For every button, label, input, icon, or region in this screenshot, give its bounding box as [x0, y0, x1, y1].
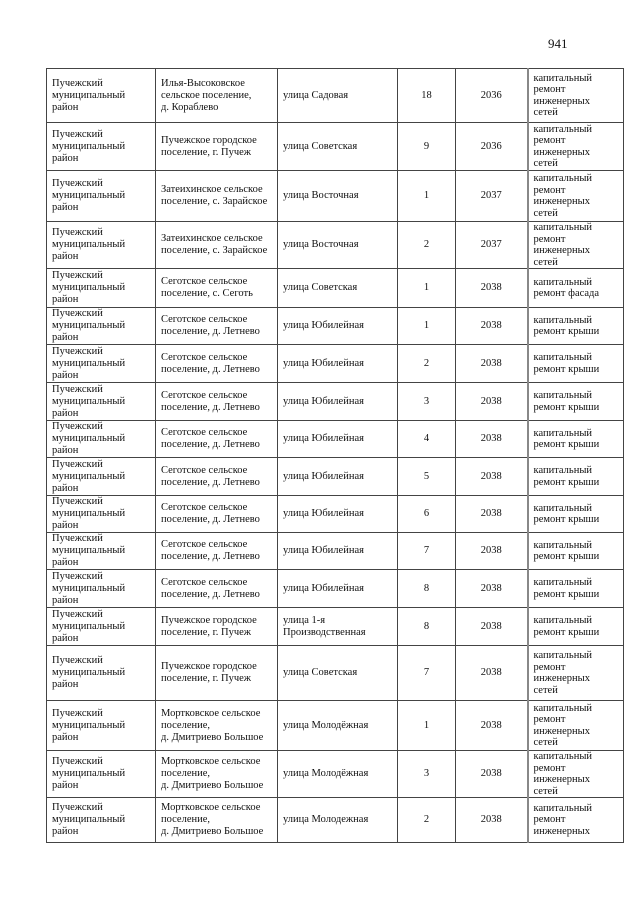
district-cell: Пучежский муниципальный район	[47, 608, 156, 646]
year-cell: 2038	[456, 269, 528, 308]
settlement-cell: Затеихинское сельское поселение, с. Зарайское	[156, 171, 278, 222]
year-cell: 2038	[456, 421, 528, 458]
street-cell: улица Юбилейная	[278, 345, 398, 383]
settlement-cell: Сеготское сельское поселение, д. Летнево	[156, 345, 278, 383]
settlement-cell: Сеготское сельское поселение, с. Сеготь	[156, 269, 278, 308]
settlement-cell: Сеготское сельское поселение, д. Летнево	[156, 458, 278, 496]
house-number-cell: 2	[398, 222, 456, 269]
table-row	[47, 458, 624, 496]
work-type-cell: капитальный ремонт крыши	[528, 421, 624, 458]
table-row	[47, 171, 624, 222]
street-cell: улица Молодежная	[278, 798, 398, 843]
settlement-cell: Пучежское городское поселение, г. Пучеж	[156, 123, 278, 171]
district-cell: Пучежский муниципальный район	[47, 798, 156, 843]
district-cell: Пучежский муниципальный район	[47, 458, 156, 496]
year-cell: 2037	[456, 171, 528, 222]
settlement-cell: Илья-Высоковское сельское поселение, д. Кораблево	[156, 69, 278, 123]
district-cell: Пучежский муниципальный район	[47, 383, 156, 421]
work-type-cell: капитальный ремонт крыши	[528, 345, 624, 383]
district-cell: Пучежский муниципальный район	[47, 269, 156, 308]
table-row	[47, 269, 624, 308]
table-row	[47, 308, 624, 345]
house-number-cell: 1	[398, 308, 456, 345]
table-row	[47, 798, 624, 843]
street-cell: улица Восточная	[278, 171, 398, 222]
page-number: 941	[548, 36, 568, 51]
repair-schedule-table	[46, 68, 624, 843]
settlement-cell: Мортковское сельское поселение, д. Дмитриево Большое	[156, 701, 278, 751]
work-type-cell: капитальный ремонт инженерных сетей	[528, 646, 624, 701]
house-number-cell: 9	[398, 123, 456, 171]
house-number-cell: 2	[398, 798, 456, 843]
street-cell: улица Юбилейная	[278, 496, 398, 533]
table-row	[47, 69, 624, 123]
table-row	[47, 421, 624, 458]
district-cell: Пучежский муниципальный район	[47, 701, 156, 751]
settlement-cell: Сеготское сельское поселение, д. Летнево	[156, 533, 278, 570]
district-cell: Пучежский муниципальный район	[47, 421, 156, 458]
year-cell: 2038	[456, 646, 528, 701]
district-cell: Пучежский муниципальный район	[47, 171, 156, 222]
year-cell: 2038	[456, 533, 528, 570]
house-number-cell: 18	[398, 69, 456, 123]
house-number-cell: 7	[398, 646, 456, 701]
district-cell: Пучежский муниципальный район	[47, 751, 156, 798]
house-number-cell: 1	[398, 701, 456, 751]
house-number-cell: 7	[398, 533, 456, 570]
house-number-cell: 8	[398, 570, 456, 608]
district-cell: Пучежский муниципальный район	[47, 496, 156, 533]
street-cell: улица Юбилейная	[278, 383, 398, 421]
district-cell: Пучежский муниципальный район	[47, 533, 156, 570]
street-cell: улица Юбилейная	[278, 458, 398, 496]
street-cell: улица Юбилейная	[278, 533, 398, 570]
table-row	[47, 345, 624, 383]
work-type-cell: капитальный ремонт инженерных сетей	[528, 701, 624, 751]
table-row	[47, 533, 624, 570]
table-row	[47, 496, 624, 533]
settlement-cell: Сеготское сельское поселение, д. Летнево	[156, 308, 278, 345]
table-row	[47, 123, 624, 171]
work-type-cell: капитальный ремонт крыши	[528, 608, 624, 646]
house-number-cell: 1	[398, 171, 456, 222]
work-type-cell: капитальный ремонт инженерных сетей	[528, 69, 624, 123]
district-cell: Пучежский муниципальный район	[47, 69, 156, 123]
settlement-cell: Сеготское сельское поселение, д. Летнево	[156, 496, 278, 533]
year-cell: 2038	[456, 751, 528, 798]
year-cell: 2038	[456, 345, 528, 383]
table-row	[47, 222, 624, 269]
year-cell: 2036	[456, 69, 528, 123]
year-cell: 2038	[456, 383, 528, 421]
street-cell: улица Садовая	[278, 69, 398, 123]
work-type-cell: капитальный ремонт фасада	[528, 269, 624, 308]
street-cell: улица Юбилейная	[278, 570, 398, 608]
work-type-cell: капитальный ремонт крыши	[528, 496, 624, 533]
table-row	[47, 751, 624, 798]
work-type-cell: капитальный ремонт крыши	[528, 533, 624, 570]
street-cell: улица Советская	[278, 646, 398, 701]
year-cell: 2038	[456, 308, 528, 345]
table-row	[47, 383, 624, 421]
district-cell: Пучежский муниципальный район	[47, 345, 156, 383]
work-type-cell: капитальный ремонт инженерных сетей	[528, 171, 624, 222]
house-number-cell: 4	[398, 421, 456, 458]
work-type-cell: капитальный ремонт инженерных	[528, 798, 624, 843]
street-cell: улица Юбилейная	[278, 421, 398, 458]
street-cell: улица Юбилейная	[278, 308, 398, 345]
work-type-cell: капитальный ремонт крыши	[528, 308, 624, 345]
table-row	[47, 570, 624, 608]
settlement-cell: Пучежское городское поселение, г. Пучеж	[156, 646, 278, 701]
settlement-cell: Мортковское сельское поселение, д. Дмитриево Большое	[156, 751, 278, 798]
year-cell: 2038	[456, 701, 528, 751]
year-cell: 2038	[456, 458, 528, 496]
settlement-cell: Мортковское сельское поселение, д. Дмитриево Большое	[156, 798, 278, 843]
district-cell: Пучежский муниципальный район	[47, 123, 156, 171]
settlement-cell: Сеготское сельское поселение, д. Летнево	[156, 421, 278, 458]
street-cell: улица Молодёжная	[278, 701, 398, 751]
street-cell: улица Советская	[278, 123, 398, 171]
work-type-cell: капитальный ремонт инженерных сетей	[528, 222, 624, 269]
street-cell: улица Молодёжная	[278, 751, 398, 798]
settlement-cell: Затеихинское сельское поселение, с. Зарайское	[156, 222, 278, 269]
work-type-cell: капитальный ремонт крыши	[528, 458, 624, 496]
district-cell: Пучежский муниципальный район	[47, 646, 156, 701]
district-cell: Пучежский муниципальный район	[47, 222, 156, 269]
year-cell: 2038	[456, 496, 528, 533]
settlement-cell: Пучежское городское поселение, г. Пучеж	[156, 608, 278, 646]
settlement-cell: Сеготское сельское поселение, д. Летнево	[156, 570, 278, 608]
work-type-cell: капитальный ремонт инженерных сетей	[528, 751, 624, 798]
table-row	[47, 608, 624, 646]
house-number-cell: 3	[398, 751, 456, 798]
house-number-cell: 6	[398, 496, 456, 533]
house-number-cell: 3	[398, 383, 456, 421]
work-type-cell: капитальный ремонт крыши	[528, 383, 624, 421]
street-cell: улица Восточная	[278, 222, 398, 269]
year-cell: 2038	[456, 608, 528, 646]
house-number-cell: 2	[398, 345, 456, 383]
house-number-cell: 8	[398, 608, 456, 646]
street-cell: улица Советская	[278, 269, 398, 308]
settlement-cell: Сеготское сельское поселение, д. Летнево	[156, 383, 278, 421]
year-cell: 2036	[456, 123, 528, 171]
table-row	[47, 701, 624, 751]
district-cell: Пучежский муниципальный район	[47, 570, 156, 608]
year-cell: 2037	[456, 222, 528, 269]
district-cell: Пучежский муниципальный район	[47, 308, 156, 345]
work-type-cell: капитальный ремонт инженерных сетей	[528, 123, 624, 171]
year-cell: 2038	[456, 570, 528, 608]
street-cell: улица 1-я Производственная	[278, 608, 398, 646]
work-type-cell: капитальный ремонт крыши	[528, 570, 624, 608]
house-number-cell: 5	[398, 458, 456, 496]
house-number-cell: 1	[398, 269, 456, 308]
table-row	[47, 646, 624, 701]
year-cell: 2038	[456, 798, 528, 843]
